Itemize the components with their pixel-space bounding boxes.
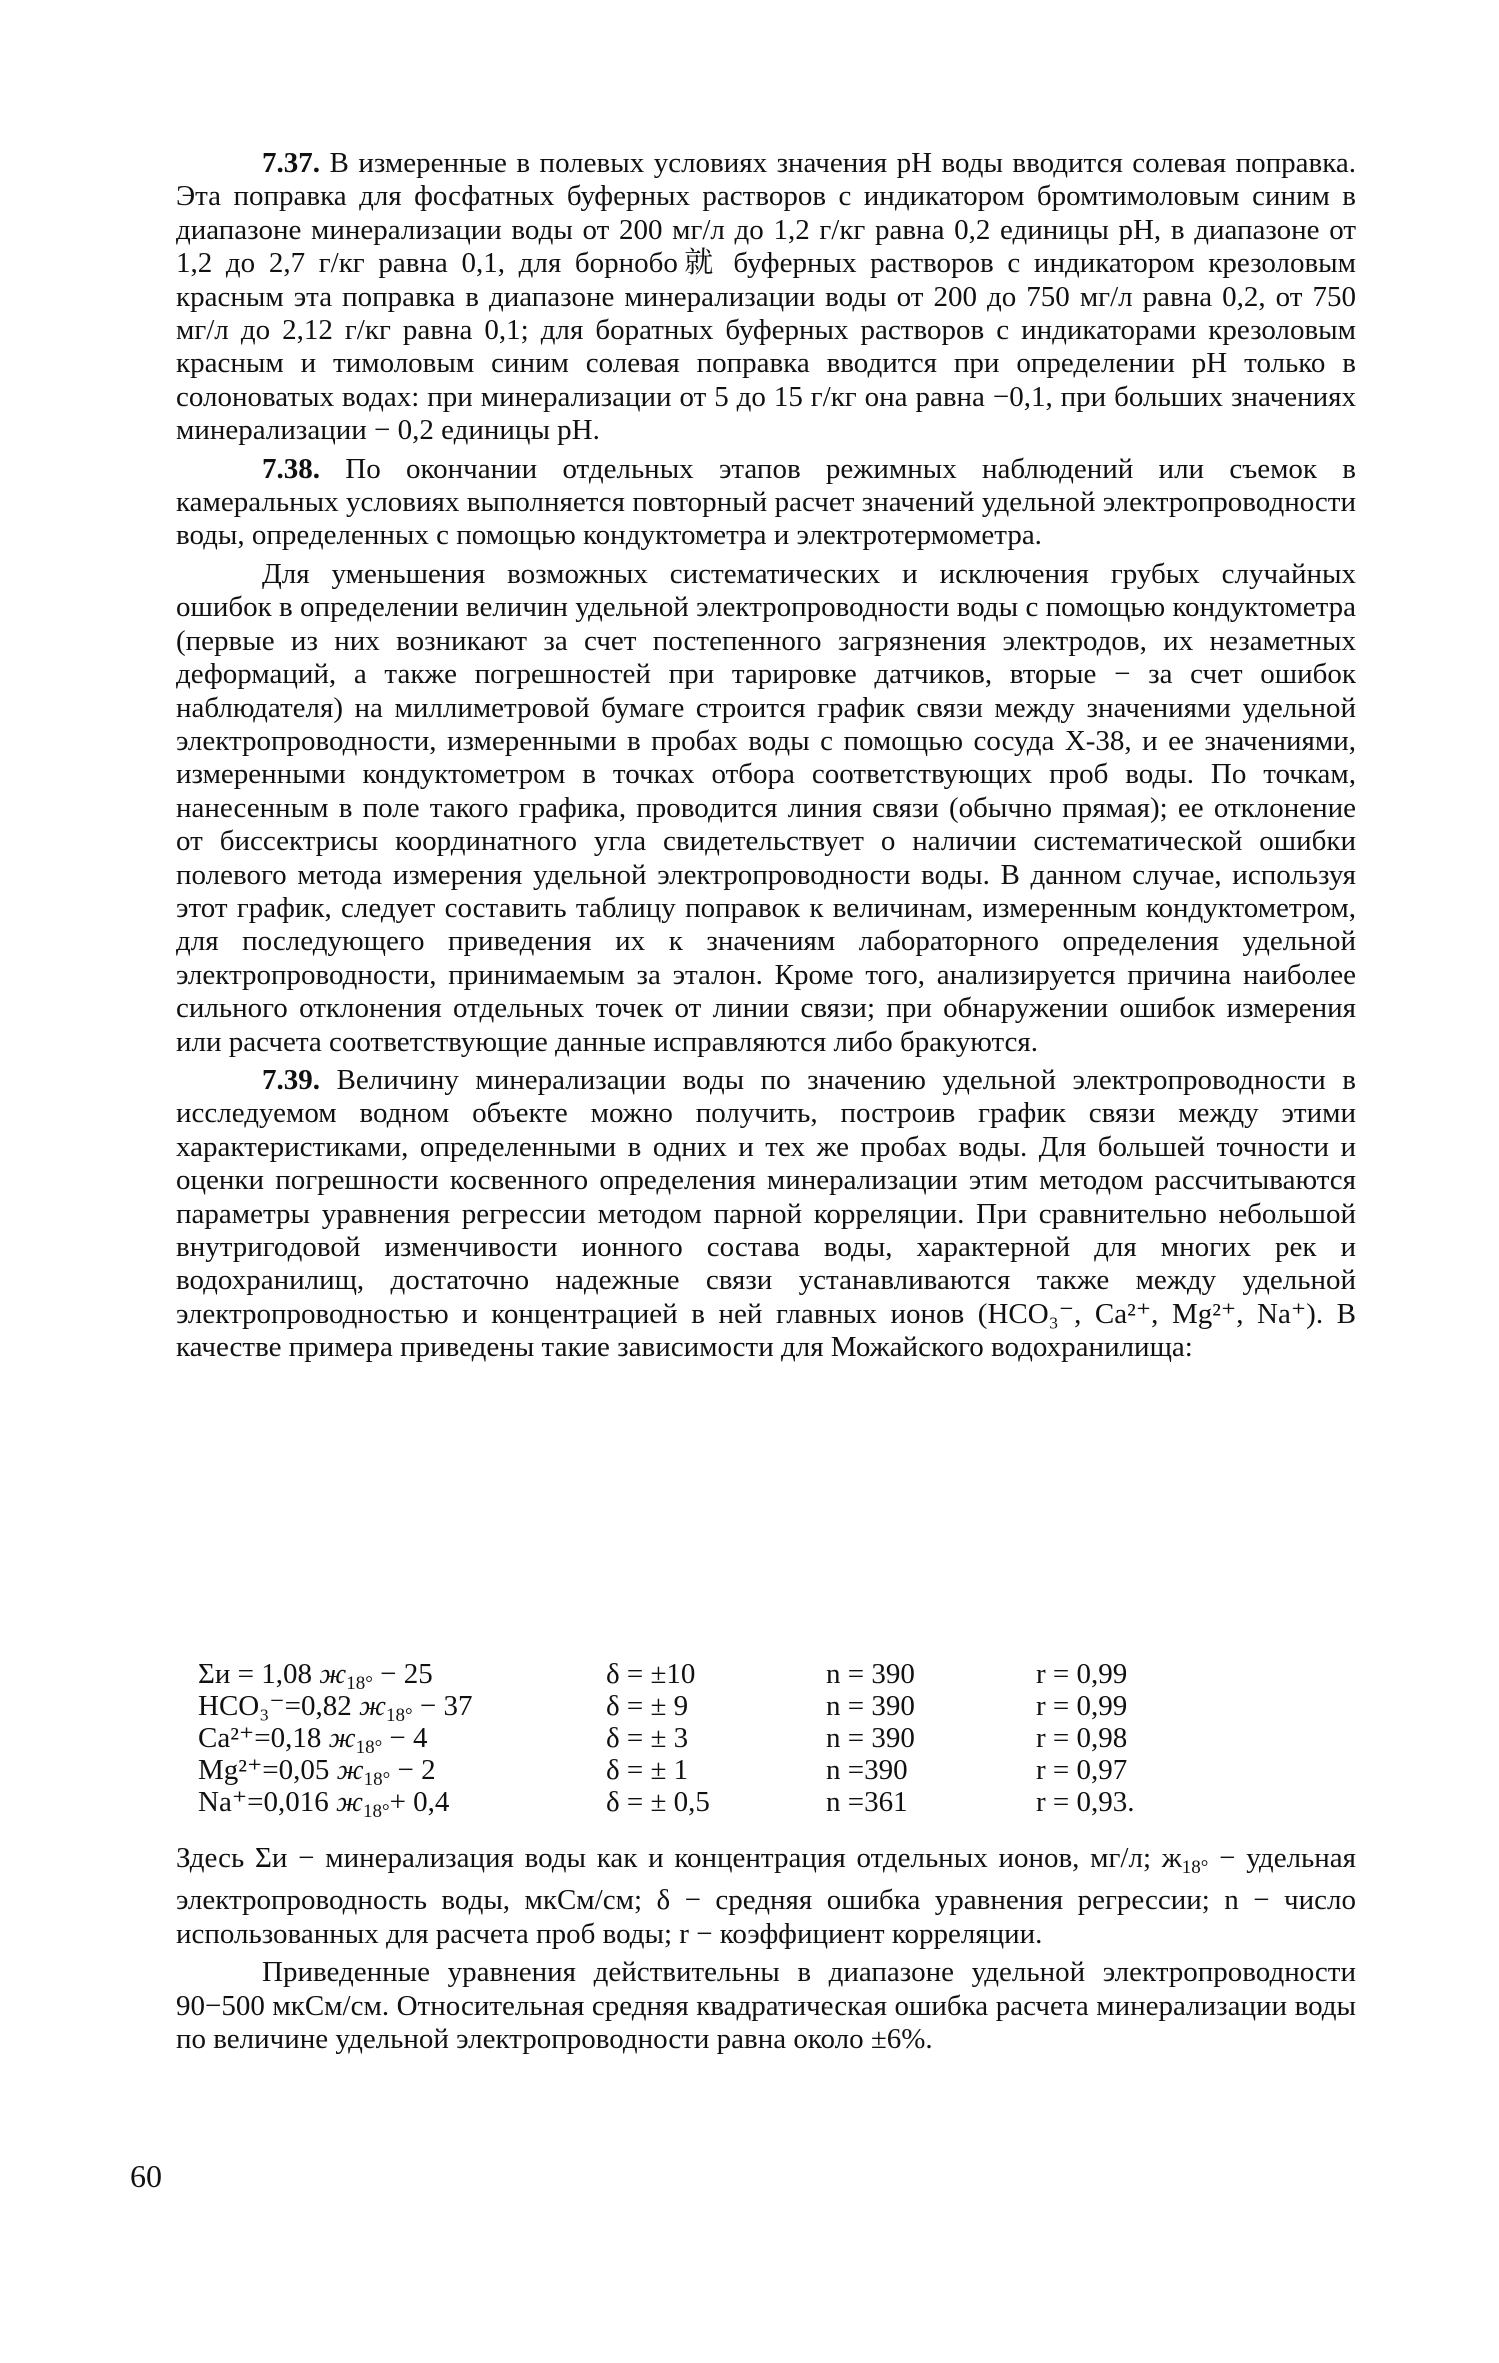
paragraph-7-37 xyxy=(176,147,1356,448)
page-number: 60 xyxy=(130,2158,162,2194)
delta-value: δ = ± 3 xyxy=(606,1722,689,1754)
paragraph-number: 7.38. xyxy=(262,452,320,485)
paragraph-number: 7.37. xyxy=(262,147,320,179)
symbol-legend: Здесь Σи − минерализация воды как и концентрация отдельных ионов, мг/л; $ж_{18^\circ}$ − удельная электропроводность воды, мкСм/см; δ − средняя ошибка уравнения регрессии; n − число использованных для расчета проб воды; r − коэффициент корреляции. xyxy=(176,1842,1356,1950)
n-value: n =390 xyxy=(826,1754,908,1786)
r-value: r = 0,97 xyxy=(1036,1754,1128,1786)
legend-text xyxy=(176,1842,1356,2061)
body-text xyxy=(176,147,1356,1370)
r-value: r = 0,93. xyxy=(1036,1786,1135,1818)
paragraph-7-39 xyxy=(176,1064,1356,1365)
paragraph-text: В измеренные в полевых условиях значения pH воды вводится солевая поправка. Эта поправка для фосфатных буферных растворов с индикатором бромтимоловым синим в диапазоне минерализации воды от 200 мг/л до 1,2 г/кг равна 0,2 единицы pH, в диапазоне от 1,2 до 2,7 г/кг равна 0,1, для борнобо就 буферных растворов с индикатором крезоловым красным эта поправка в диапазоне минерализации воды от 200 до 750 мг/л равна 0,2, от 750 мг/л до 2,12 г/кг равна 0,1; для боратных буферных растворов с индикаторами крезоловым красным и тимоловым синим солевая поправка вводится при определении pH только в солоноватых водах: при минерализации от 5 до 15 г/кг она равна −0,1, при больших значениях минерализации − 0,2 единицы pH. xyxy=(176,147,1356,447)
paragraph-7-38 xyxy=(176,453,1356,553)
closing-paragraph: Приведенные уравнения действительны в диапазоне удельной электропроводности 90−500 мкСм/см. Относительная средняя квадратическая ошибка расчета минерализации воды по величине удельной электропроводности равна около ±6%. xyxy=(176,1956,1356,2056)
delta-value: δ = ± 9 xyxy=(606,1690,689,1722)
n-value: n =361 xyxy=(826,1786,908,1818)
equation: Σи = 1,08 $ж_{18^\circ} - 25$ xyxy=(198,1658,433,1694)
delta-value: δ = ± 0,5 xyxy=(606,1786,710,1818)
equation-row xyxy=(176,1658,1356,1694)
equations-block xyxy=(176,1658,1356,1822)
delta-value: δ = ±10 xyxy=(606,1658,696,1690)
paragraph-text: Величину минерализации воды по значению удельной электропроводности в исследуемом водном объекте можно получить, построив график связи между этими характеристиками, определенными в одних и тех же пробах воды. Для большей точности и оценки погрешности косвенного определения минерализации этим методом рассчитываются параметры уравнения регрессии методом парной корреляции. При сравнительно небольшой внутригодовой изменчивости ионного состава воды, характерной для многих рек и водохранилищ, достаточно надежные связи устанавливаются также между удельной электропроводностью и концентрацией в ней главных ионов xyxy=(176,1063,1356,1330)
equation-row xyxy=(176,1690,1356,1726)
paragraph-number: 7.39. xyxy=(262,1063,320,1096)
ions-list: (HCO₃⁻, Ca²⁺, Mg²⁺, Na⁺). xyxy=(977,1297,1324,1330)
equation-row xyxy=(176,1722,1356,1758)
equation-row xyxy=(176,1786,1356,1822)
equation: Na⁺=0,016 $ж_{18^\circ}+ 0,4$ xyxy=(198,1786,450,1822)
r-value: r = 0,99 xyxy=(1036,1658,1128,1690)
paragraph-7-38-continued: Для уменьшения возможных систематических и исключения грубых случайных ошибок в определении величин удельной электропроводности воды с помощью кондуктометра (первые из них возникают за счет постепенного загрязнения электродов, их незаметных деформаций, а также погрешностей при тарировке датчиков, вторые − за счет ошибок наблюдателя) на миллиметровой бумаге строится график связи между значениями удельной электропроводности, измеренными в пробах воды с помощью сосуда Х-38, и ее значениями, измеренными кондуктометром в точках отбора соответствующих проб воды. По точкам, нанесенным в поле такого графика, проводится линия связи (обычно прямая); ее отклонение от биссектрисы координатного угла свидетельствует о наличии систематической ошибки полевого метода измерения удельной электропроводности воды. В данном случае, используя этот график, следует составить таблицу поправок к величинам, измеренным кондуктометром, для последующего приведения их к значениям лабораторного определения удельной электропроводности, принимаемым за эталон. Кроме того, анализируется причина наиболее сильного отклонения отдельных точек от линии связи; при обнаружении ошибок измерения или расчета соответствующие данные исправляются либо бракуются. xyxy=(176,557,1356,1058)
paragraph-tail: В качестве примера приведены такие зависимости для Можайского водохранилища: xyxy=(176,1297,1357,1364)
r-value: r = 0,98 xyxy=(1036,1722,1128,1754)
equation: Ca²⁺=0,18 $ж_{18^\circ} - 4$ xyxy=(198,1722,428,1758)
n-value: n = 390 xyxy=(826,1690,915,1722)
paragraph-text: По окончании отдельных этапов режимных наблюдений или съемок в камеральных условиях выполняется повторный расчет значений удельной электропроводности воды, определенных с помощью кондуктометра и электротермометра. xyxy=(176,452,1356,552)
r-value: r = 0,99 xyxy=(1036,1690,1128,1722)
equation: HCO₃⁻=0,82 $ж_{18^\circ} - 37$ xyxy=(198,1690,473,1726)
delta-value: δ = ± 1 xyxy=(606,1754,689,1786)
n-value: n = 390 xyxy=(826,1722,915,1754)
equation-row xyxy=(176,1754,1356,1790)
equation: Mg²⁺=0,05 $ж_{18^\circ} - 2$ xyxy=(198,1754,436,1790)
n-value: n = 390 xyxy=(826,1658,915,1690)
